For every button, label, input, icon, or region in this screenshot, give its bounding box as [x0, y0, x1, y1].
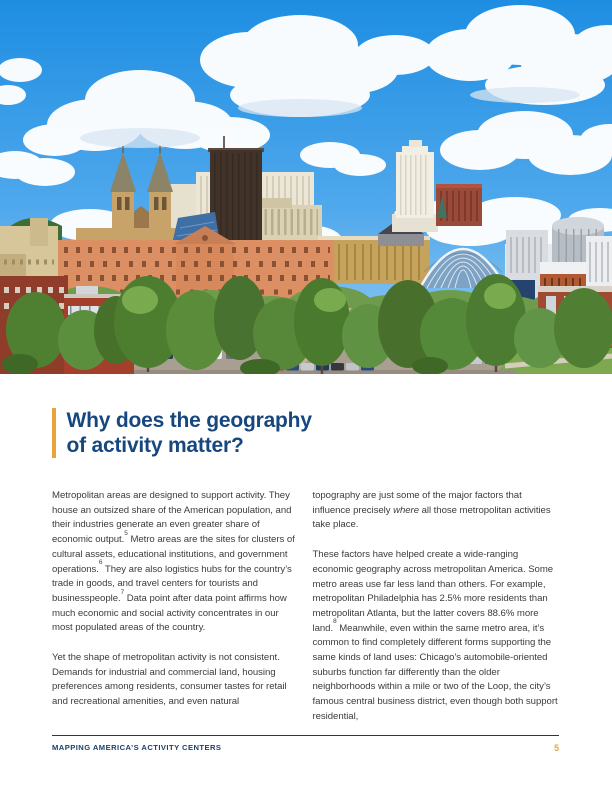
body-column-left	[52, 489, 299, 725]
paragraph-1-text: Data point after data point affirms how much economic and social activity concentrates in our most populated areas of the country.	[52, 592, 287, 634]
paragraph-1	[52, 489, 299, 636]
body-column-right	[313, 489, 560, 725]
hero-photo	[0, 0, 612, 374]
paragraph-4	[313, 548, 560, 724]
page-title-line2: of activity matter?	[66, 434, 244, 457]
footnote-ref-6: 6	[98, 559, 103, 567]
footnote-ref-8: 8	[333, 618, 337, 626]
paragraph-1-text: They are also logistics hubs for the country’s trade in goods, and travel centers for tourists and businesspeople.	[52, 563, 292, 604]
paragraph-3	[313, 489, 560, 533]
paragraph-2: Yet the shape of metropolitan activity is not consistent. Demands for industrial and commercial land, housing preferences among residents, consumer tastes for retail and recreational amenities, and even natural	[52, 652, 287, 708]
heading-accent-bar	[52, 408, 56, 458]
page-title-line1: Why does the geography	[66, 409, 312, 432]
emphasis-where: where	[393, 504, 419, 516]
body-text	[52, 489, 559, 725]
city-skyline-illustration	[0, 0, 612, 374]
page-title	[67, 408, 312, 458]
paragraph-4-text: Meanwhile, even within the same metro area, it’s common to find completely different forms supporting the same kinds of land uses: Chicago’s automobile-oriented suburbs function far differently than the older neighborhoods within a mile or two of the Loop, the city’s famous central business district, even though both support residential,	[312, 622, 558, 722]
paragraph-1-text: Metro areas are the sites for clusters of cultural assets, educational institutions, and government operations.	[52, 534, 295, 575]
paragraph-1-text: Metropolitan areas are designed to support activity. They house an outsized share of the American population, and their industries generate an even greater share of economic output.	[52, 490, 292, 546]
page-footer	[52, 735, 559, 753]
paragraph-3-text: topography are just some of the major factors that influence precisely	[312, 490, 522, 516]
paragraph-3-text: all those metropolitan activities take place.	[312, 504, 551, 531]
footnote-ref-5: 5	[124, 529, 128, 537]
page-number: 5	[554, 743, 559, 753]
footnote-ref-7: 7	[120, 588, 125, 596]
footer-report-title: MAPPING AMERICA’S ACTIVITY CENTERS	[52, 743, 222, 752]
paragraph-4-text: These factors have helped create a wide-ranging economic geography across metropolitan America. Some metro areas use far less land than others. For example, metropolitan Philadelphia has 2.5% more residents than metropolitan Atlanta, but the latter covers 88.6% more land.	[312, 549, 554, 634]
section-heading	[52, 408, 312, 458]
